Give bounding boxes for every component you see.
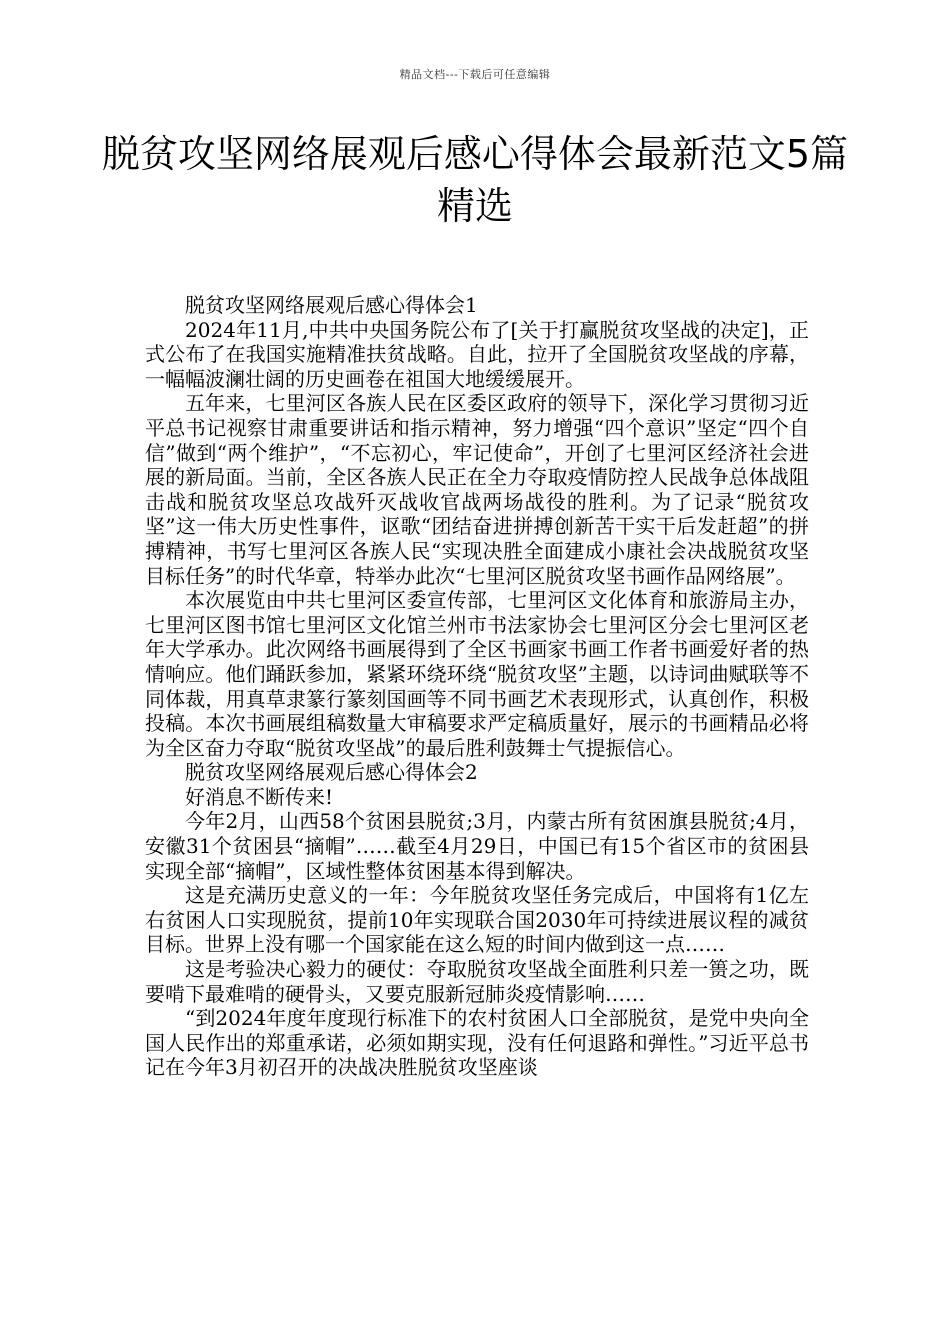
body-paragraph: 好消息不断传来!	[185, 784, 334, 809]
document-body	[145, 293, 809, 1080]
section-heading-2: 脱贫攻坚网络展观后感心得体会2	[185, 760, 478, 785]
body-paragraph: 本次展览由中共七里河区委宣传部，七里河区文化体育和旅游局主办，七里河区图书馆七里河区文化馆兰州市书法家协会七里河区分会七里河区老年大学承办。此次网络书画展得到了全区书画家书画工作者书画爱好者的热情响应。他们踊跃参加，紧紧环绕环绕“脱贫攻坚”主题，以诗词曲赋联等不同体裁，用真草隶篆行篆刻国画等不同书画艺术表现形式，认真创作，积极投稿。本次书画展组稿数量大审稿要求严定稿质量好，展示的书画精品必将为全区奋力夺取“脱贫攻坚战”的最后胜利鼓舞士气提振信心。	[145, 588, 809, 760]
body-paragraph: 今年2月，山西58个贫困县脱贫;3月，内蒙古所有贫困旗县脱贫;4月，安徽31个贫困县“摘帽”……截至4月29日，中国已有15个省区市的贫困县实现全部“摘帽”，区域性整体贫困基本得到解决。	[145, 809, 809, 883]
body-paragraph: 这是充满历史意义的一年：今年脱贫攻坚任务完成后，中国将有1亿左右贫困人口实现脱贫，提前10年实现联合国2030年可持续进展议程的减贫目标。世界上没有哪一个国家能在这么短的时间内做到这一点……	[145, 883, 809, 957]
body-paragraph: 2024年11月,中共中央国务院公布了[关于打赢脱贫攻坚战的决定]，正式公布了在我国实施精准扶贫战略。自此，拉开了全国脱贫攻坚战的序幕，一幅幅波澜壮阔的历史画卷在祖国大地缓缓展开。	[145, 317, 809, 391]
document-title: 脱贫攻坚网络展观后感心得体会最新范文5篇精选	[101, 132, 849, 228]
header-note: 精品文档---下载后可任意编辑	[399, 68, 551, 81]
body-paragraph: 这是考验决心毅力的硬仗：夺取脱贫攻坚战全面胜利只差一篑之功，既要啃下最难啃的硬骨头，又要克服新冠肺炎疫情影响……	[145, 957, 809, 1006]
section-heading-1: 脱贫攻坚网络展观后感心得体会1	[185, 293, 478, 317]
body-paragraph: “到2024年度年度现行标准下的农村贫困人口全部脱贫，是党中央向全国人民作出的郑重承诺，必须如期实现，没有任何退路和弹性。”习近平总书记在今年3月初召开的决战决胜脱贫攻坚座谈	[145, 1006, 809, 1080]
body-paragraph: 五年来，七里河区各族人民在区委区政府的领导下，深化学习贯彻习近平总书记视察甘肃重要讲话和指示精神，努力增强“四个意识”坚定“四个自信”做到“两个维护”，“不忘初心，牢记使命”，开创了七里河区经济社会进展的新局面。当前，全区各族人民正在全力夺取疫情防控人民战争总体战阻击战和脱贫攻坚总攻战歼灭战收官战两场战役的胜利。为了记录“脱贫攻坚”这一伟大历史性事件，讴歌“团结奋进拼搏创新苦干实干后发赶超”的拼搏精神，书写七里河区各族人民“实现决胜全面建成小康社会决战脱贫攻坚目标任务”的时代华章，特举办此次“七里河区脱贫攻坚书画作品网络展”。	[145, 391, 809, 588]
